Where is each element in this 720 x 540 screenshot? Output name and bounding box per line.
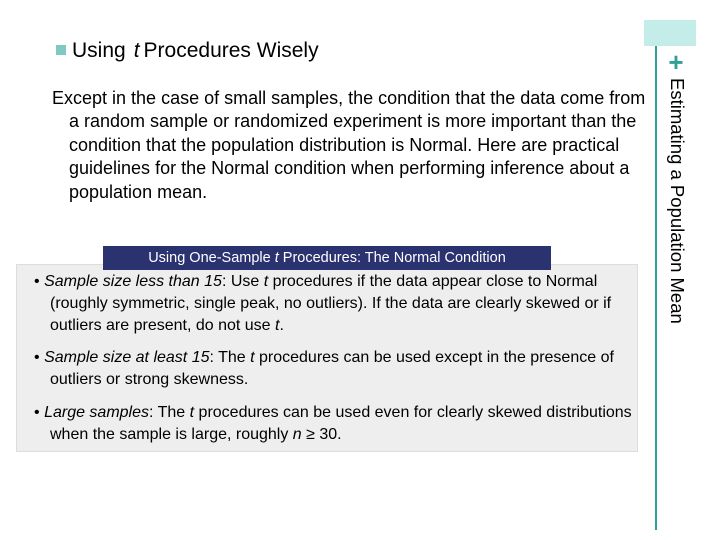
- item-lead: Sample size less than 15: [44, 273, 222, 290]
- guideline-item-small-sample: [26, 271, 636, 337]
- slide-title: [56, 38, 319, 64]
- item-n: n: [292, 426, 302, 443]
- item-text: .: [279, 317, 284, 334]
- item-t: t: [250, 349, 255, 366]
- bullet: •: [34, 404, 40, 421]
- item-text: : Use: [221, 273, 264, 290]
- item-t: t: [275, 317, 280, 334]
- guideline-item-at-least-15: [26, 347, 636, 391]
- accent-bar: [644, 20, 696, 46]
- header-pre: Using One-Sample: [148, 250, 275, 266]
- square-bullet-icon: [56, 45, 66, 55]
- title-rest: Procedures Wisely: [143, 39, 319, 62]
- intro-paragraph: Except in the case of small samples, the condition that the data come from a random sample or randomized experiment is more important than the condition that the population distribution is Normal. Here are practical guidelines for the Normal condition when performing inference about a population mean.: [52, 88, 646, 202]
- item-lead: Sample size at least 15: [44, 349, 210, 366]
- item-text: : The: [149, 404, 190, 421]
- header-post: Procedures: The Normal Condition: [278, 250, 506, 266]
- guideline-item-large-samples: [26, 402, 636, 446]
- item-text: ≥ 30.: [301, 426, 342, 443]
- item-t: t: [189, 404, 195, 421]
- plus-icon: +: [668, 47, 684, 77]
- item-lead: Large samples: [44, 404, 150, 421]
- guidelines-box-header: [103, 246, 551, 270]
- bullet: •: [34, 273, 40, 290]
- item-t: t: [263, 273, 269, 290]
- title-prefix: Using: [72, 39, 126, 62]
- bullet: •: [34, 349, 40, 366]
- item-text: : The: [209, 349, 251, 366]
- vertical-section-title: Estimating a Population Mean: [667, 78, 688, 324]
- side-rule: [655, 46, 657, 530]
- header-italic-t: t: [274, 250, 279, 266]
- item-text: procedures can be used even for clearly skewed distributions when the sample is large, roughly: [50, 404, 632, 443]
- title-italic-t: t: [133, 39, 140, 62]
- item-text: procedures can be used except in the presence of outliers or strong skewness.: [50, 349, 614, 388]
- item-text: procedures if the data appear close to Normal (roughly symmetric, single peak, no outliers). If the data are clearly skewed or if outliers are present, do not use: [50, 273, 612, 334]
